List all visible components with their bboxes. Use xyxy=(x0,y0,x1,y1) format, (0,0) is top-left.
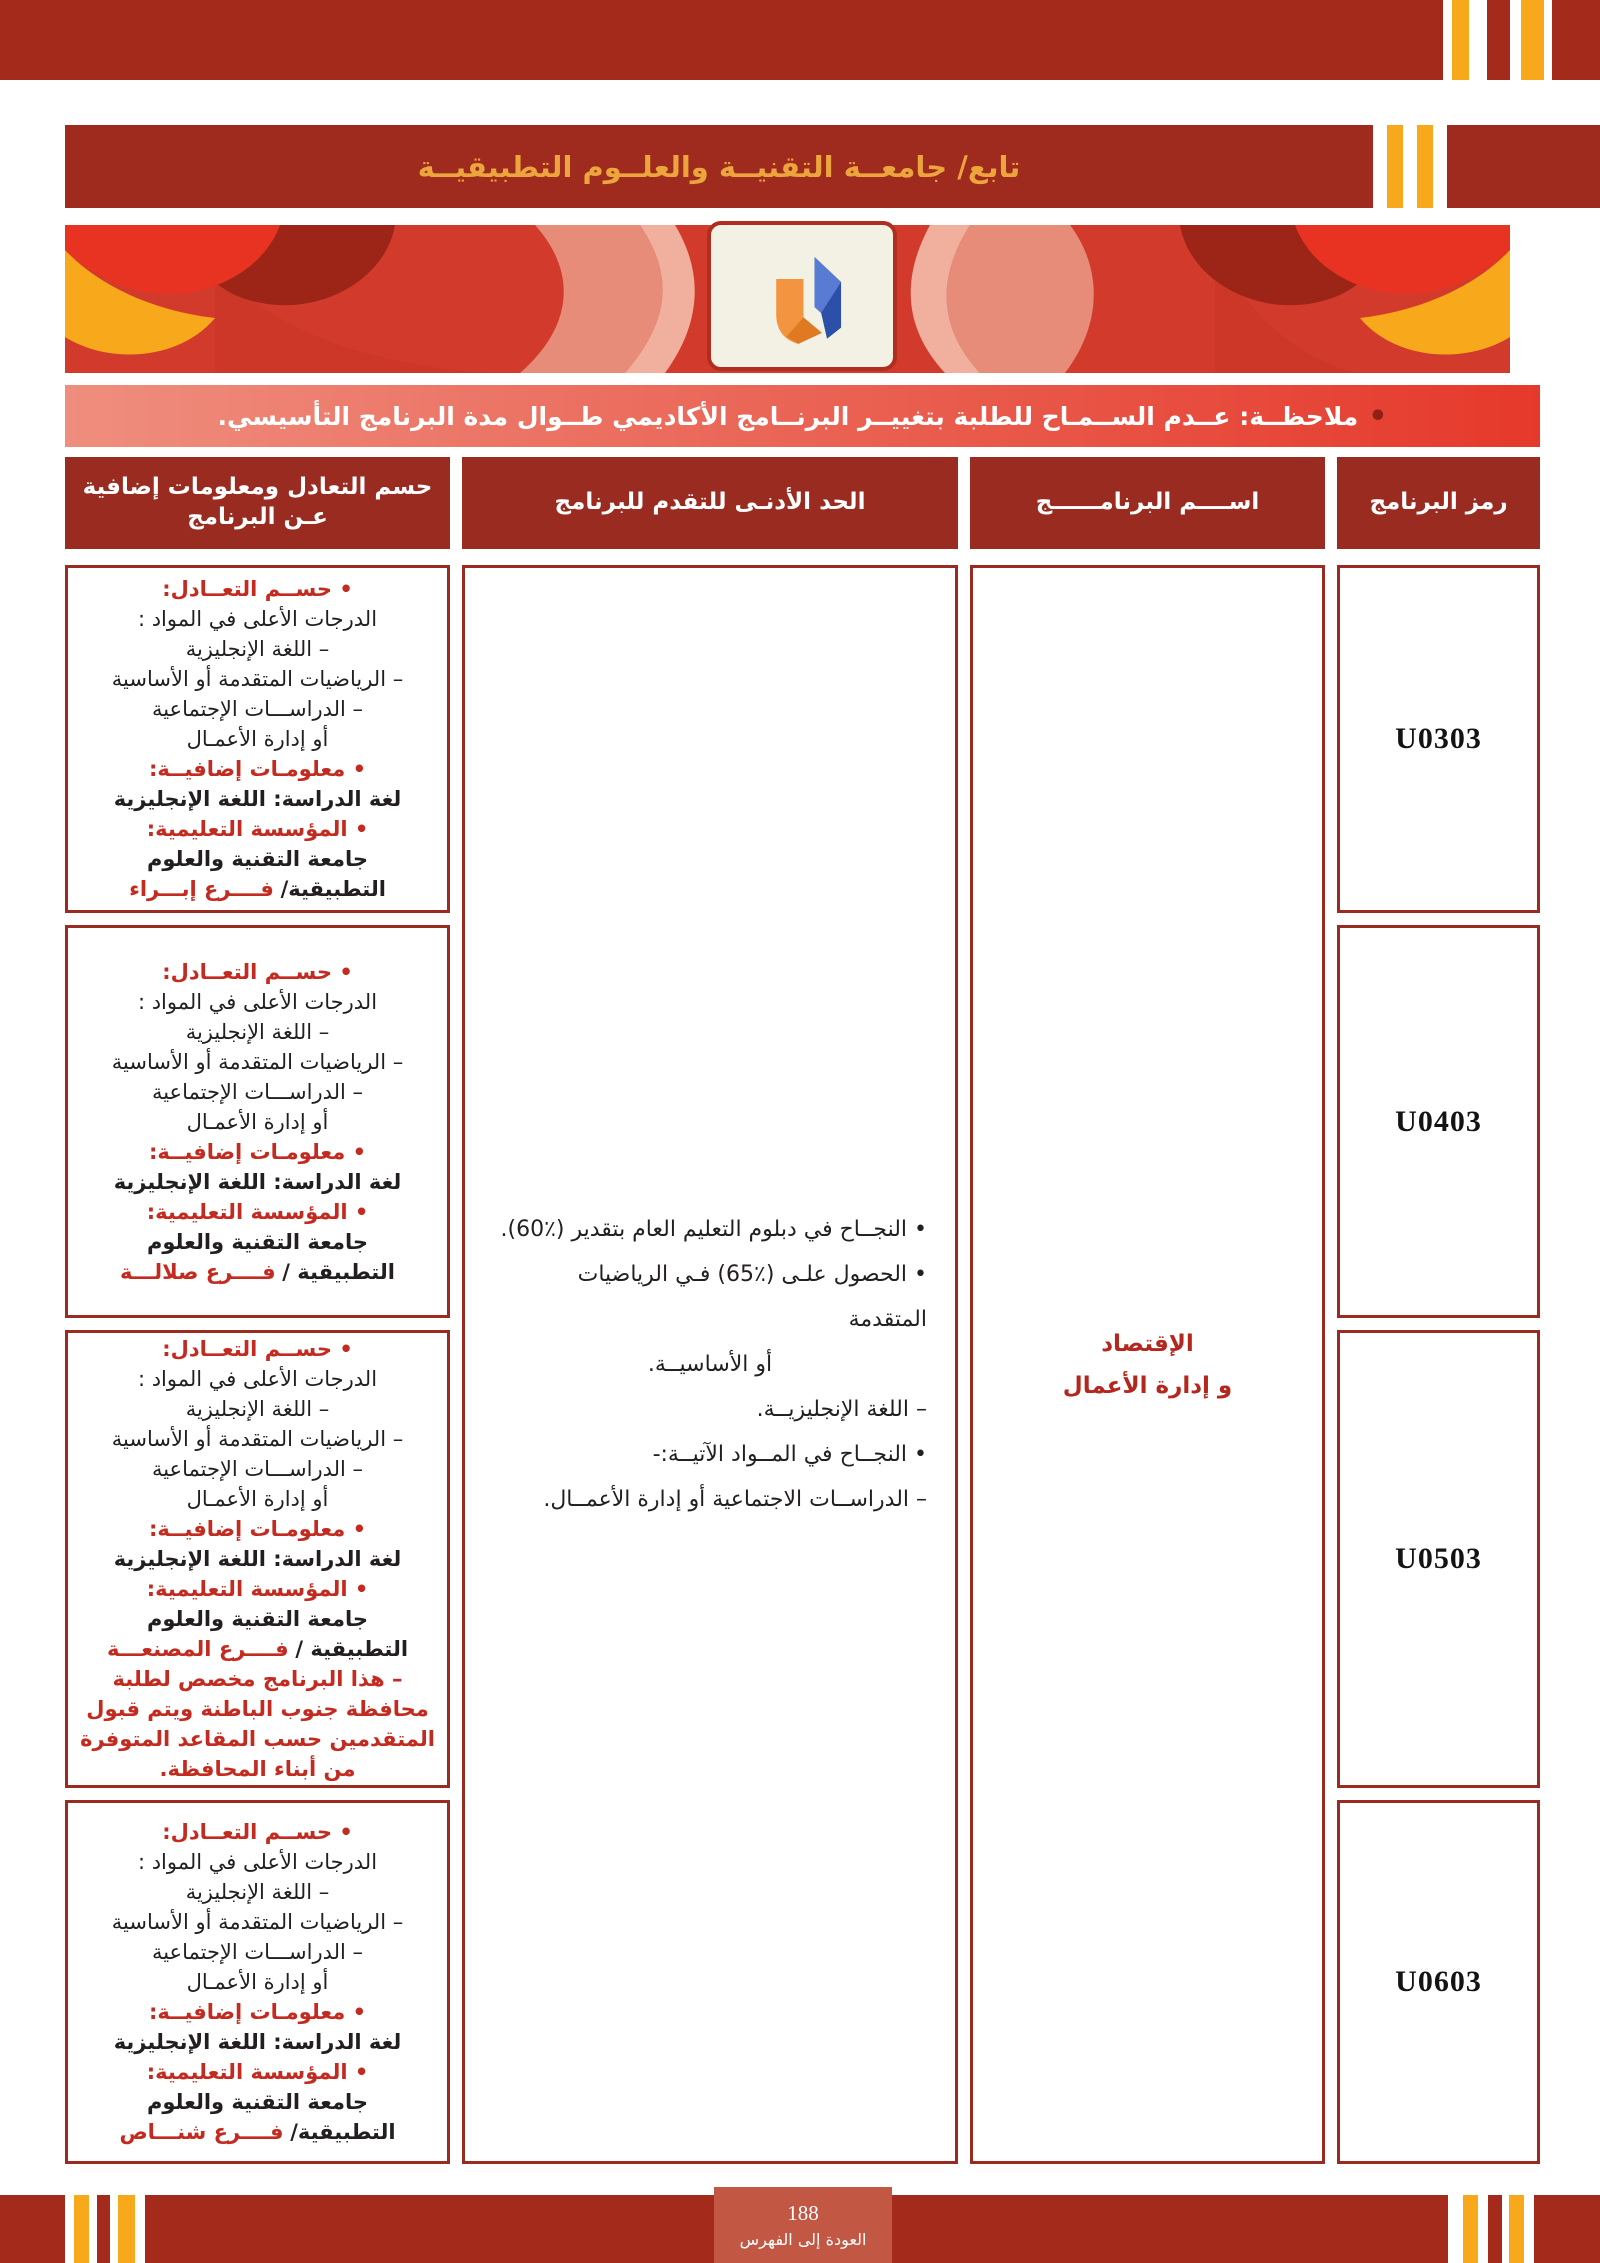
program-name-line2: و إدارة الأعمال xyxy=(1062,1372,1233,1399)
decor-stripe-gold xyxy=(74,2195,89,2263)
decor-gap xyxy=(89,2195,97,2263)
extra-info-title: • معلومـات إضافيــة: xyxy=(149,1517,366,1541)
header-minimum-requirements: الحد الأدنـى للتقدم للبرنامج xyxy=(462,457,958,549)
tiebreak-subject: أو إدارة الأعمـال xyxy=(186,1970,329,1994)
branch-name: فــــرع المصنعـــة xyxy=(106,1637,289,1661)
institution-title: • المؤسسة التعليمية: xyxy=(146,817,369,841)
program-code: U0303 xyxy=(1395,722,1482,755)
institution-name: جامعة التقنية والعلوم xyxy=(146,2090,368,2114)
tiebreak-subject: – الرياضيات المتقدمة أو الأساسية xyxy=(111,1049,404,1074)
institution-name: التطبيقية/ xyxy=(290,2120,396,2144)
institution-name: جامعة التقنية والعلوم xyxy=(146,1229,368,1254)
footer-tab xyxy=(714,2187,892,2263)
study-language: لغة الدراسة: اللغة الإنجليزية xyxy=(113,1169,402,1194)
institution-title: • المؤسسة التعليمية: xyxy=(146,1577,369,1601)
program-code: U0503 xyxy=(1395,1542,1482,1575)
decor-block-red xyxy=(1447,125,1600,208)
min-req-item: • النجــاح في دبلوم التعليم العام بتقدير (٪60). xyxy=(500,1216,927,1242)
top-bar xyxy=(0,0,1443,80)
tiebreak-info-cell xyxy=(65,925,450,1318)
tiebreak-title: • حســم التعــادل: xyxy=(162,1820,353,1844)
page-title: تابع/ جامعــة التقنيــة والعلــوم التطبيقيــة xyxy=(417,149,1021,184)
study-language: لغة الدراسة: اللغة الإنجليزية xyxy=(113,1547,402,1571)
institution-title: • المؤسسة التعليمية: xyxy=(146,2060,369,2084)
institution-name: التطبيقية / xyxy=(295,1637,409,1661)
min-req-item: – الدراســات الاجتماعية أو إدارة الأعمــال. xyxy=(543,1487,927,1513)
decor-block-red xyxy=(1552,0,1600,80)
min-req-item: • النجــاح في المــواد الآتيــة:- xyxy=(652,1442,927,1468)
tiebreak-subject: أو إدارة الأعمـال xyxy=(186,1487,329,1511)
program-restriction-note: – هذا البرنامج مخصص لطلبة محافظة جنوب الباطنة ويتم قبول المتقدمين حسب المقاعد المتوفرة من أبناء المحافظة. xyxy=(80,1667,435,1781)
decor-stripe-gold xyxy=(1521,0,1544,80)
decor-stripe-gold xyxy=(1452,0,1469,80)
tiebreak-intro: الدرجات الأعلى في المواد : xyxy=(137,989,378,1014)
decor-gap xyxy=(1478,2195,1488,2263)
min-req-item: • الحصول علـى (٪65) فـي الرياضيات المتقدمة xyxy=(577,1261,927,1332)
program-code: U0603 xyxy=(1395,1965,1482,1998)
tiebreak-info-text xyxy=(68,951,447,1293)
study-language: لغة الدراسة: اللغة الإنجليزية xyxy=(113,2030,402,2054)
note-text: ملاحظــة: عــدم الســمـاح للطلبة بتغييــر البرنــامج الأكاديمي طــوال مدة البرنامج التأسيسي. xyxy=(217,401,1359,431)
header-program-name: اســــم البرنامــــــج xyxy=(970,457,1325,549)
tiebreak-subject: – الرياضيات المتقدمة أو الأساسية xyxy=(111,1427,404,1451)
note-bullet: • xyxy=(1368,398,1388,434)
extra-info-title: • معلومـات إضافيــة: xyxy=(149,1139,366,1164)
program-code-cell xyxy=(1337,565,1540,913)
decor-stripe-gold xyxy=(1463,2195,1478,2263)
branch-name: فــــرع صلالـــة xyxy=(120,1259,276,1284)
decor-gap xyxy=(1502,2195,1509,2263)
program-code-cell xyxy=(1337,1800,1540,2164)
program-code-cell xyxy=(1337,925,1540,1318)
utas-logo-icon xyxy=(732,232,872,360)
tiebreak-intro: الدرجات الأعلى في المواد : xyxy=(137,1850,378,1874)
back-to-index-link[interactable]: العودة إلى الفهرس xyxy=(739,2230,867,2249)
program-name-cell xyxy=(970,565,1325,2164)
note-bar xyxy=(65,385,1540,447)
tiebreak-subject: – اللغة الإنجليزية xyxy=(185,637,330,661)
header-tiebreak-info: حسم التعادل ومعلومات إضافية عـن البرنامج xyxy=(65,457,450,549)
tiebreak-subject: – الدراســـات الإجتماعية xyxy=(151,1079,364,1104)
tiebreak-subject: – الدراســـات الإجتماعية xyxy=(151,1457,364,1481)
page-title-bar xyxy=(65,125,1373,208)
minimum-requirements-cell xyxy=(462,565,958,2164)
minimum-requirements-text xyxy=(465,1207,955,1523)
min-req-item: أو الأساسيــة. xyxy=(647,1351,773,1377)
tiebreak-subject: – اللغة الإنجليزية xyxy=(185,1880,330,1904)
branch-name: فــــرع شنـــاص xyxy=(119,2120,284,2144)
tiebreak-subject: – الرياضيات المتقدمة أو الأساسية xyxy=(111,1910,404,1934)
decor-gap xyxy=(135,2195,145,2263)
tiebreak-title: • حســم التعــادل: xyxy=(162,959,353,984)
tiebreak-info-cell xyxy=(65,1330,450,1788)
tiebreak-info-text xyxy=(68,1811,447,2153)
tiebreak-subject: أو إدارة الأعمـال xyxy=(186,1109,329,1134)
tiebreak-subject: – الرياضيات المتقدمة أو الأساسية xyxy=(111,667,404,691)
program-code-cell xyxy=(1337,1330,1540,1788)
institution-name: التطبيقية/ xyxy=(280,877,386,901)
decor-stripe-gold xyxy=(118,2195,135,2263)
tiebreak-info-cell xyxy=(65,565,450,913)
program-code: U0403 xyxy=(1395,1104,1482,1138)
institution-name: جامعة التقنية والعلوم xyxy=(146,1607,368,1631)
branch-name: فــــرع إبـــراء xyxy=(129,877,274,901)
program-name xyxy=(1063,1323,1232,1407)
tiebreak-intro: الدرجات الأعلى في المواد : xyxy=(137,1367,378,1391)
tiebreak-info-text xyxy=(68,568,447,910)
tiebreak-info-cell xyxy=(65,1800,450,2164)
decor-gap xyxy=(1524,2195,1534,2263)
decor-gap xyxy=(1448,2195,1463,2263)
tiebreak-title: • حســم التعــادل: xyxy=(162,1337,353,1361)
institution-name: جامعة التقنية والعلوم xyxy=(146,847,368,871)
tiebreak-info-text xyxy=(68,1332,447,1786)
extra-info-title: • معلومـات إضافيــة: xyxy=(149,2000,366,2024)
tiebreak-subject: – اللغة الإنجليزية xyxy=(185,1019,330,1044)
decor-stripe-red xyxy=(1487,0,1510,80)
institution-title: • المؤسسة التعليمية: xyxy=(146,1199,369,1224)
tiebreak-subject: – الدراســـات الإجتماعية xyxy=(151,1940,364,1964)
university-logo-card xyxy=(707,221,897,371)
study-language: لغة الدراسة: اللغة الإنجليزية xyxy=(113,787,402,811)
tiebreak-subject: – اللغة الإنجليزية xyxy=(185,1397,330,1421)
tiebreak-subject: – الدراســـات الإجتماعية xyxy=(151,697,364,721)
decor-stripe-gold xyxy=(1417,125,1433,208)
decor-stripe-gold xyxy=(1509,2195,1524,2263)
tiebreak-intro: الدرجات الأعلى في المواد : xyxy=(137,607,378,631)
min-req-item: – اللغة الإنجليزيــة. xyxy=(756,1397,927,1423)
decor-gap xyxy=(65,2195,74,2263)
page-number: 188 xyxy=(787,2201,819,2225)
institution-name: التطبيقية / xyxy=(282,1259,395,1284)
extra-info-title: • معلومـات إضافيــة: xyxy=(149,757,366,781)
header-program-code: رمز البرنامج xyxy=(1337,457,1540,549)
tiebreak-subject: أو إدارة الأعمـال xyxy=(186,727,329,751)
tiebreak-title: • حســم التعــادل: xyxy=(162,577,353,601)
program-name-line1: الإقتصاد xyxy=(1101,1330,1194,1357)
decor-stripe-gold xyxy=(1387,125,1403,208)
decor-gap xyxy=(110,2195,118,2263)
